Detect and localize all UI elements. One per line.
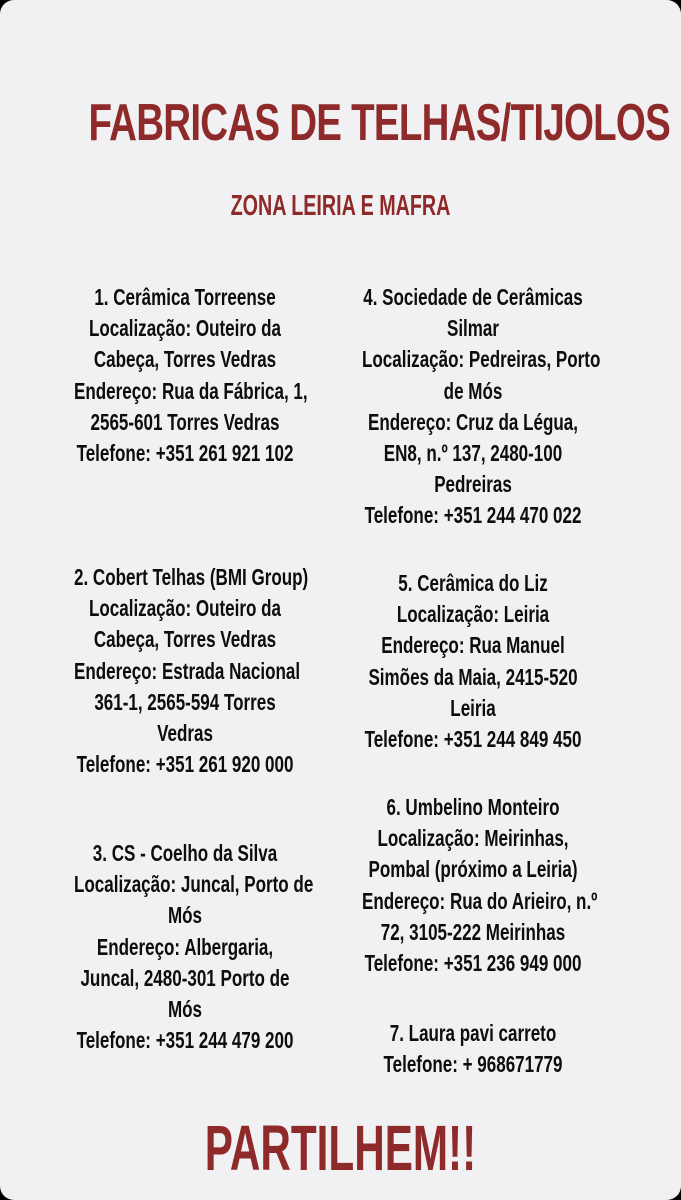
share-call-to-action: PARTILHEM!! xyxy=(204,1112,477,1184)
factory-entry-4 xyxy=(323,282,623,532)
entry-address: Endereço: Cruz da Légua, xyxy=(368,408,578,435)
entry-address-cont: Vedras xyxy=(157,720,213,747)
entry-name: 3. CS - Coelho da Silva xyxy=(92,840,278,866)
entry-location-cont: Pombal (próximo a Leiria) xyxy=(368,856,578,883)
entry-address-cont: EN8, n.º 137, 2480-100 xyxy=(383,440,563,467)
entry-address: Endereço: Rua do Arieiro, n.º xyxy=(362,887,598,914)
entry-address-cont: Pedreiras xyxy=(434,471,512,498)
page-subtitle: ZONA LEIRIA E MAFRA xyxy=(230,190,451,222)
factory-entry-5 xyxy=(323,568,623,755)
entry-name: 5. Cerâmica do Liz xyxy=(398,570,548,596)
entry-location-cont: Cabeça, Torres Vedras xyxy=(93,626,277,653)
entry-address: Endereço: Rua da Fábrica, 1, xyxy=(74,377,308,404)
entry-location: Localização: Leiria xyxy=(396,601,550,628)
entry-location: Localização: Meirinhas, xyxy=(377,825,569,852)
entry-phone: Telefone: + 968671779 xyxy=(383,1051,563,1078)
entry-location-cont: de Mós xyxy=(443,377,503,404)
entry-location: Localização: Pedreiras, Porto xyxy=(362,346,601,373)
entry-address-cont: 361-1, 2565-594 Torres xyxy=(94,688,276,715)
entry-location-cont: Mós xyxy=(167,902,203,929)
entry-name: 7. Laura pavi carreto xyxy=(389,1020,557,1046)
entry-address: Endereço: Albergaria, xyxy=(96,933,274,960)
entry-address: Endereço: Rua Manuel xyxy=(381,632,565,659)
entry-phone: Telefone: +351 236 949 000 xyxy=(364,950,582,977)
factory-entry-1 xyxy=(35,282,335,469)
entry-address: Endereço: Estrada Nacional xyxy=(74,657,301,684)
entry-phone: Telefone: +351 244 479 200 xyxy=(76,1027,294,1054)
entry-name: 2. Cobert Telhas (BMI Group) xyxy=(74,564,309,590)
entry-address-cont: 72, 3105-222 Meirinhas xyxy=(380,918,566,945)
entry-phone: Telefone: +351 244 470 022 xyxy=(364,502,582,529)
factory-entry-2 xyxy=(35,562,335,780)
entry-location: Localização: Outeiro da xyxy=(88,315,281,342)
entry-name-cont: Silmar xyxy=(446,315,500,342)
entry-name: 1. Cerâmica Torreense xyxy=(94,284,276,310)
factory-entry-7 xyxy=(323,1018,623,1080)
entry-address-cont: Leiria xyxy=(450,694,496,721)
entry-phone: Telefone: +351 261 920 000 xyxy=(76,751,294,778)
entry-address-cont: Mós xyxy=(167,996,203,1023)
factory-entry-3 xyxy=(35,838,335,1056)
entry-address-cont: Juncal, 2480-301 Porto de xyxy=(80,964,290,991)
entry-address-cont: 2565-601 Torres Vedras xyxy=(90,408,280,435)
entry-phone: Telefone: +351 244 849 450 xyxy=(364,726,582,753)
entry-name: 4. Sociedade de Cerâmicas xyxy=(363,284,583,310)
factory-entry-6 xyxy=(323,792,623,979)
entry-location: Localização: Outeiro da xyxy=(88,595,281,622)
entry-location-cont: Cabeça, Torres Vedras xyxy=(93,346,277,373)
entry-phone: Telefone: +351 261 921 102 xyxy=(76,440,294,467)
entry-address-cont: Simões da Maia, 2415-520 xyxy=(368,663,578,690)
page-title: FABRICAS DE TELHAS/TIJOLOS xyxy=(88,94,671,152)
entry-name: 6. Umbelino Monteiro xyxy=(386,794,560,820)
entry-location: Localização: Juncal, Porto de xyxy=(74,871,314,898)
